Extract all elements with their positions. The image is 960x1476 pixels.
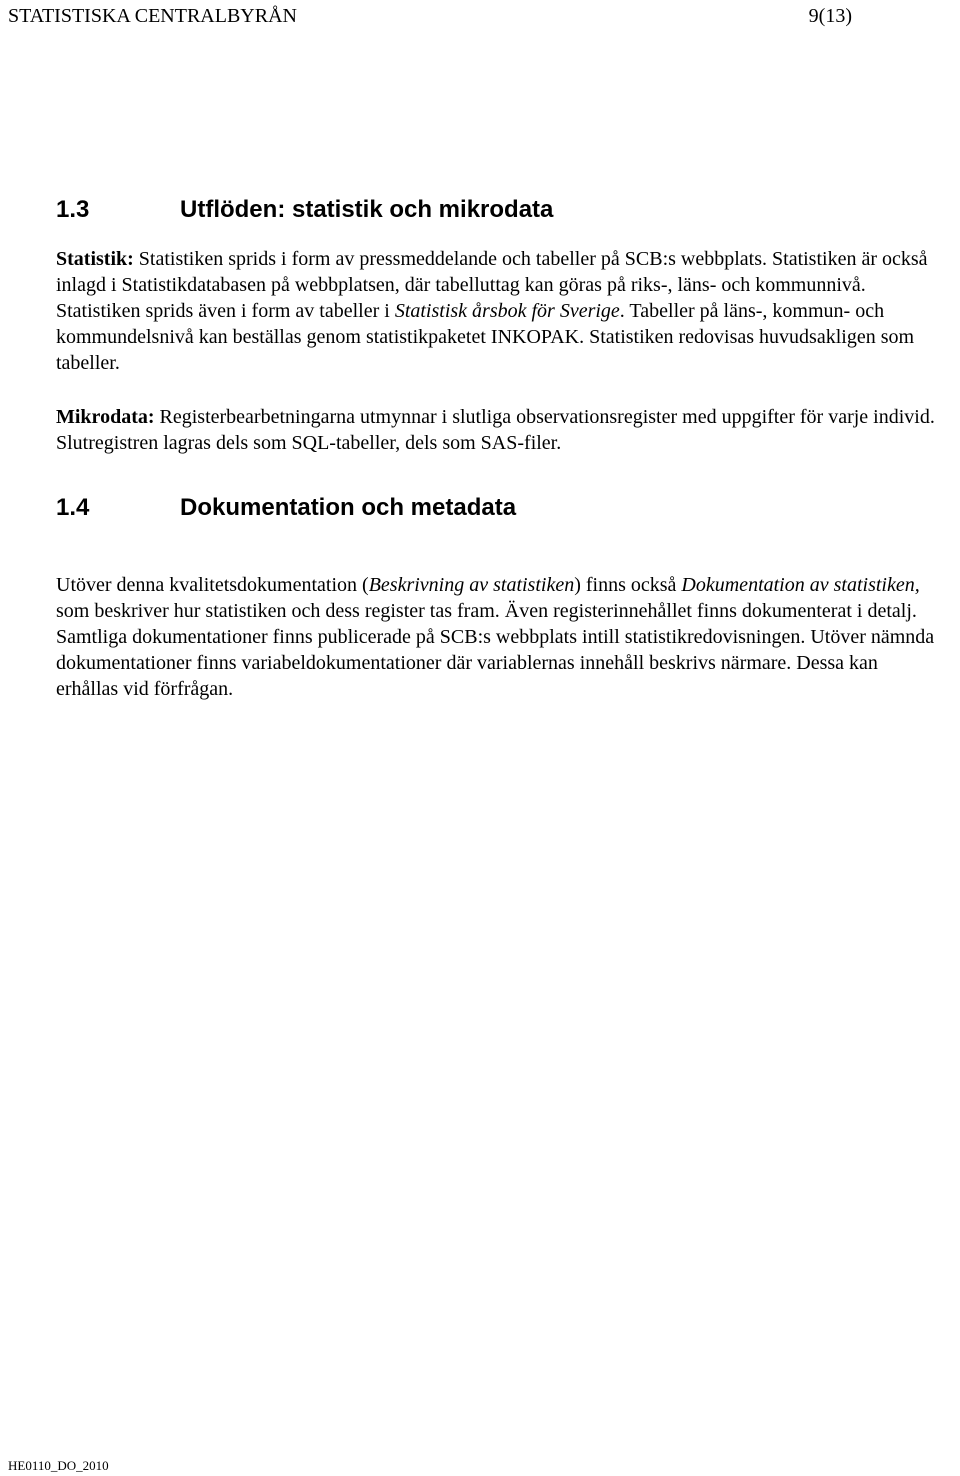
publication-title: Dokumentation av statistiken, (681, 574, 920, 596)
section-heading-1-4 (56, 494, 516, 522)
paragraph-dokumentation (56, 572, 936, 702)
paragraph-label: Mikrodata: (56, 406, 155, 428)
page-footer: HE0110_DO_2010 (8, 1458, 109, 1473)
section-title: Utflöden: statistik och mikrodata (180, 196, 554, 223)
paragraph-text: Registerbearbetningarna utmynnar i slutliga observationsregister med uppgifter för varje individ. Slutregistren lagras dels som SQL-tabeller, dels som SAS-filer. (56, 406, 935, 454)
section-number: 1.4 (56, 494, 90, 521)
page-number: 9(13) (808, 5, 852, 27)
paragraph-text: Statistiken sprids i form av pressmeddelande och tabeller på SCB:s webbplats. Statistiken är också inlagd i Statistikdatabasen på webbplatsen, där tabelluttag kan göras på riks-, läns- och kommunnivå. Statistiken sprids även i form av tabeller i (56, 248, 928, 322)
paragraph-text: som beskriver hur statistiken och dess register tas fram. Även registerinnehållet finns dokumenterat i detalj. Samtliga dokumentationer finns publicerade på SCB:s webbplats intill statistikredovisningen. Utöver nämnda dokumentationer finns variabeldokumentationer där variablernas innehåll beskrivs närmare. Dessa kan erhållas vid förfrågan. (56, 600, 935, 700)
paragraph-text: ) finns också (574, 574, 682, 596)
publication-title: Statistisk årsbok för Sverige (394, 300, 620, 322)
paragraph-statistik (56, 246, 936, 376)
section-heading-1-3 (56, 196, 553, 224)
paragraph-text: Utöver denna kvalitetsdokumentation ( (56, 574, 369, 596)
org-name: STATISTISKA CENTRALBYRÅN (8, 5, 297, 27)
page-header (8, 4, 852, 28)
publication-title: Beskrivning av statistiken (368, 574, 575, 596)
section-number: 1.3 (56, 196, 90, 223)
paragraph-text: . Tabeller på läns-, kommun- och kommundelsnivå kan beställas genom statistikpaketet INKOPAK. Statistiken redovisas huvudsakligen som tabeller. (56, 300, 915, 374)
paragraph-label: Statistik: (56, 248, 134, 270)
section-title: Dokumentation och metadata (180, 494, 517, 521)
paragraph-mikrodata (56, 404, 936, 456)
